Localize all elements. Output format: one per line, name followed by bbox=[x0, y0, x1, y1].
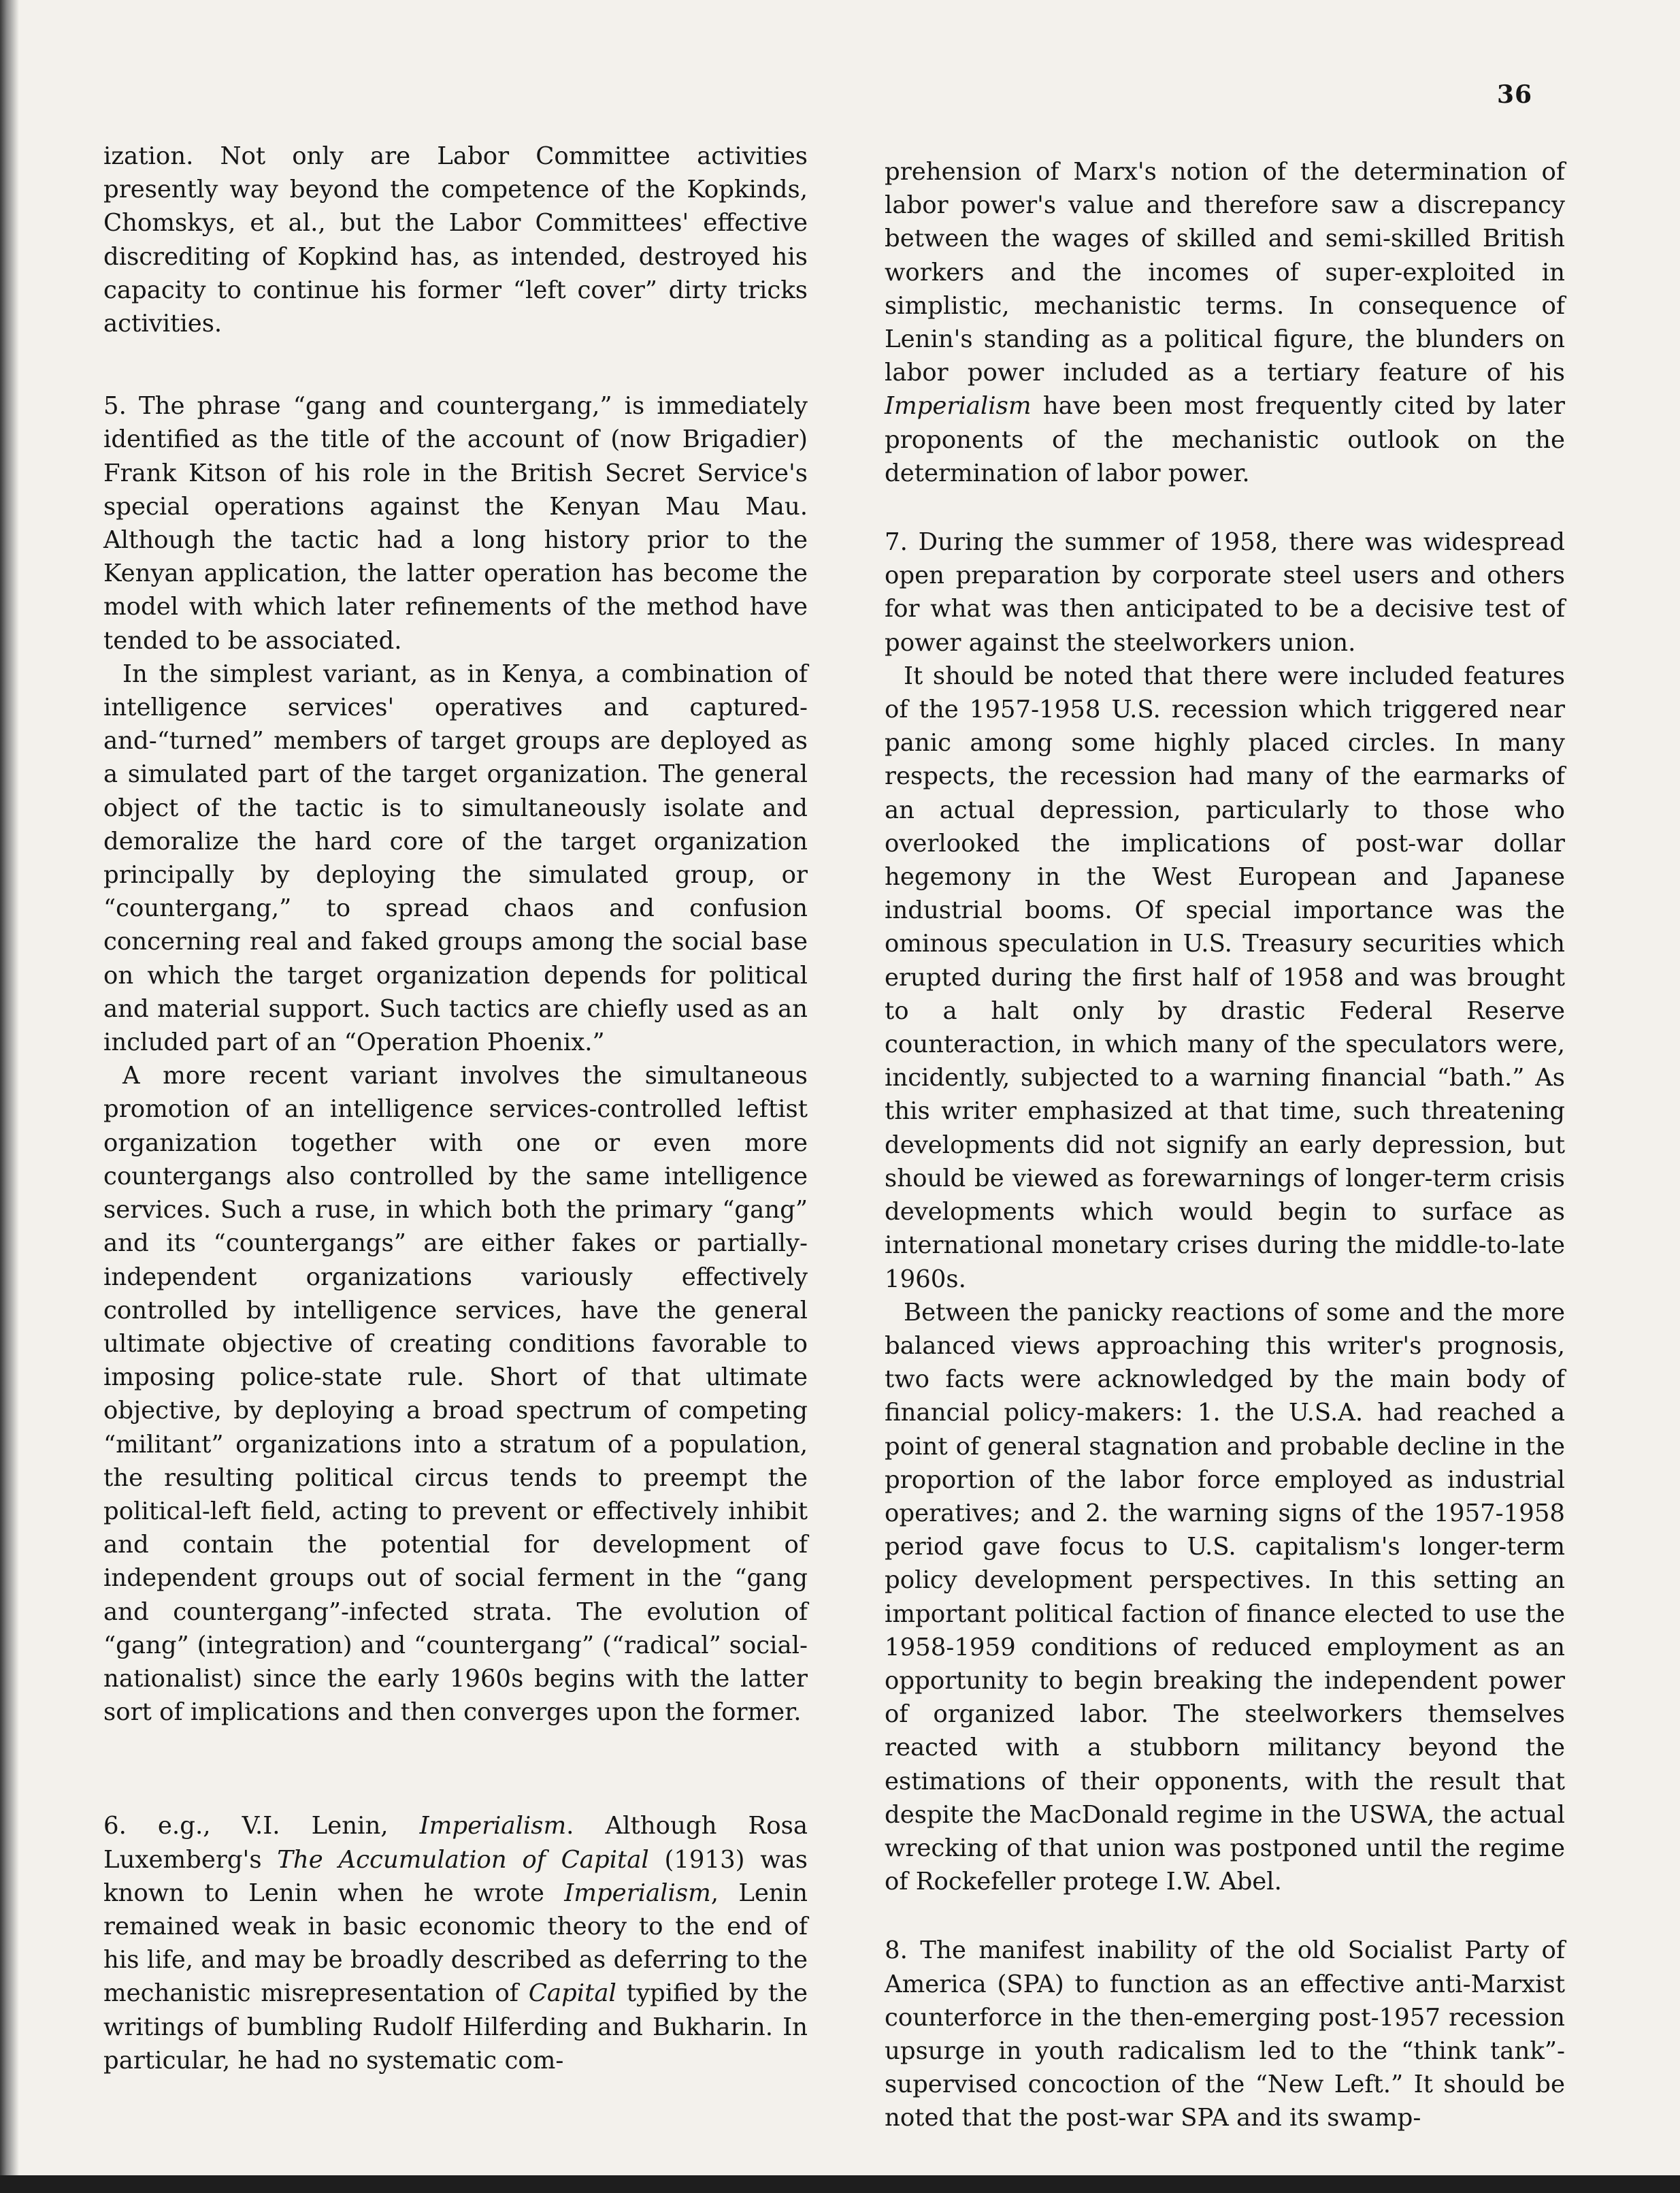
title-accumulation-of-capital: The Accumulation of Capital bbox=[277, 1845, 649, 1874]
note-5: 5. The phrase “gang and countergang,” is immediately identified as the title of the account of (now Brigadier) Frank Kitson of his role in the British Secret Service's special operations against the Kenyan Mau Mau. Although the tactic had a long history prior to the Kenyan application, the latter operation has become the model with which later refinements of the method have tended to be associated. bbox=[103, 392, 808, 655]
note-5-para-3: A more recent variant involves the simultaneous promotion of an intelligence services-controlled leftist organization together with one or even more countergangs also controlled by the same intelligence services. Such a ruse, in which both the primary “gang” and its “countergangs” are either fakes or partially-independent organizations variously effectively controlled by intelligence services, have the general ultimate objective of creating conditions favorable to imposing police-state rule. Short of that ultimate objective, by deploying a broad spectrum of competing “militant” organizations into a stratum of a population, the resulting political circus tends to preempt the political-left field, acting to prevent or effectively inhibit and contain the potential for development of independent groups out of social ferment in the “gang and countergang”-infected strata. The evolution of “gang” (integration) and “countergang” (“radical” social-nationalist) since the early 1960s begins with the latter sort of implications and then converges upon the former. bbox=[103, 1062, 808, 1727]
title-imperialism-3: Imperialism bbox=[885, 392, 1032, 421]
scan-binding-edge bbox=[0, 0, 19, 2193]
right-column bbox=[885, 155, 1565, 2135]
title-capital: Capital bbox=[528, 1979, 616, 2008]
note-7: 7. During the summer of 1958, there was widespread open preparation by corporate steel users and others for what was then anticipated to be a decisive test of power against the steelworkers union. bbox=[885, 528, 1565, 657]
right-para-1: prehension of Marx's notion of the determination of labor power's value and therefore saw a discrepancy between the wages of skilled and semi-skilled British workers and the incomes of super-exploited in simplistic, mechanistic terms. In consequence of Lenin's standing as a political figure, the blunders on labor power included as a tertiary feature of his Imperialism have been most frequently cited by later proponents of the mechanistic outlook on the determination of labor power. bbox=[885, 158, 1565, 487]
note-7-para-3: Between the panicky reactions of some and the more balanced views approaching this writer's prognosis, two facts were acknowledged by the main body of financial policy-makers: 1. the U.S.A. had reached a point of general stagnation and probable decline in the proportion of the labor force employed as industrial operatives; and 2. the warning signs of the 1957-1958 period gave focus to U.S. capitalism's longer-term policy development perspectives. In this setting an important political faction of finance elected to use the 1958-1959 conditions of reduced employment as an opportunity to begin breaking the independent power of organized labor. The steelworkers themselves reacted with a stubborn militancy beyond the estimations of their opponents, with the result that despite the MacDonald regime in the USWA, the actual wrecking of that union was postponed until the regime of Rockefeller protege I.W. Abel. bbox=[885, 1298, 1565, 1896]
left-column bbox=[103, 140, 808, 2077]
left-para-1: ization. Not only are Labor Committee activities presently way beyond the competence of the Kopkinds, Chomskys, et al., but the Labor Committees' effective discrediting of Kopkind has, as intended, destroyed his capacity to continue his former “left cover” dirty tricks activities. bbox=[103, 142, 808, 338]
note-7-para-2: It should be noted that there were included features of the 1957-1958 U.S. recession which triggered near panic among some highly placed circles. In many respects, the recession had many of the earmarks of an actual depression, particularly to those who overlooked the implications of post-war dollar hegemony in the West European and Japanese industrial booms. Of special importance was the ominous speculation in U.S. Treasury securities which erupted during the first half of 1958 and was brought to a halt only by drastic Federal Reserve counteraction, in which many of the speculators were, incidently, subjected to a warning financial “bath.” As this writer emphasized at that time, such threatening developments did not signify an early depression, but should be viewed as forewarnings of longer-term crisis developments which would begin to surface as international monetary crises during the middle-to-late 1960s. bbox=[885, 662, 1565, 1293]
note-8: 8. The manifest inability of the old Socialist Party of America (SPA) to function as an effective anti-Marxist counterforce in the then-emerging post-1957 recession upsurge in youth radicalism led to the “think tank”-supervised concoction of the “New Left.” It should be noted that the post-war SPA and its swamp- bbox=[885, 1936, 1565, 2132]
page-number: 36 bbox=[1497, 80, 1533, 109]
note-5-para-2: In the simplest variant, as in Kenya, a combination of intelligence services' operatives and captured-and-“turned” members of target groups are deployed as a simulated part of the target organization. The general object of the tactic is to simultaneously isolate and demoralize the hard core of the target organization principally by deploying the simulated group, or “countergang,” to spread chaos and confusion concerning real and faked groups among the social base on which the target organization depends for political and material support. Such tactics are chiefly used as an included part of an “Operation Phoenix.” bbox=[103, 660, 808, 1057]
scan-bottom-edge bbox=[0, 2175, 1680, 2193]
title-imperialism: Imperialism bbox=[419, 1812, 567, 1840]
title-imperialism-2: Imperialism bbox=[564, 1879, 711, 1907]
note-6: 6. e.g., V.I. Lenin, Imperialism. Although Rosa Luxemberg's The Accumulation of Capital (1913) was known to Lenin when he wrote Imperialism, Lenin remained weak in basic economic theory to the end of his life, and may be broadly described as deferring to the mechanistic misrepresentation of Capital typified by the writings of bumbling Rudolf Hilferding and Bukharin. In particular, he had no systematic com- bbox=[103, 1812, 808, 2075]
